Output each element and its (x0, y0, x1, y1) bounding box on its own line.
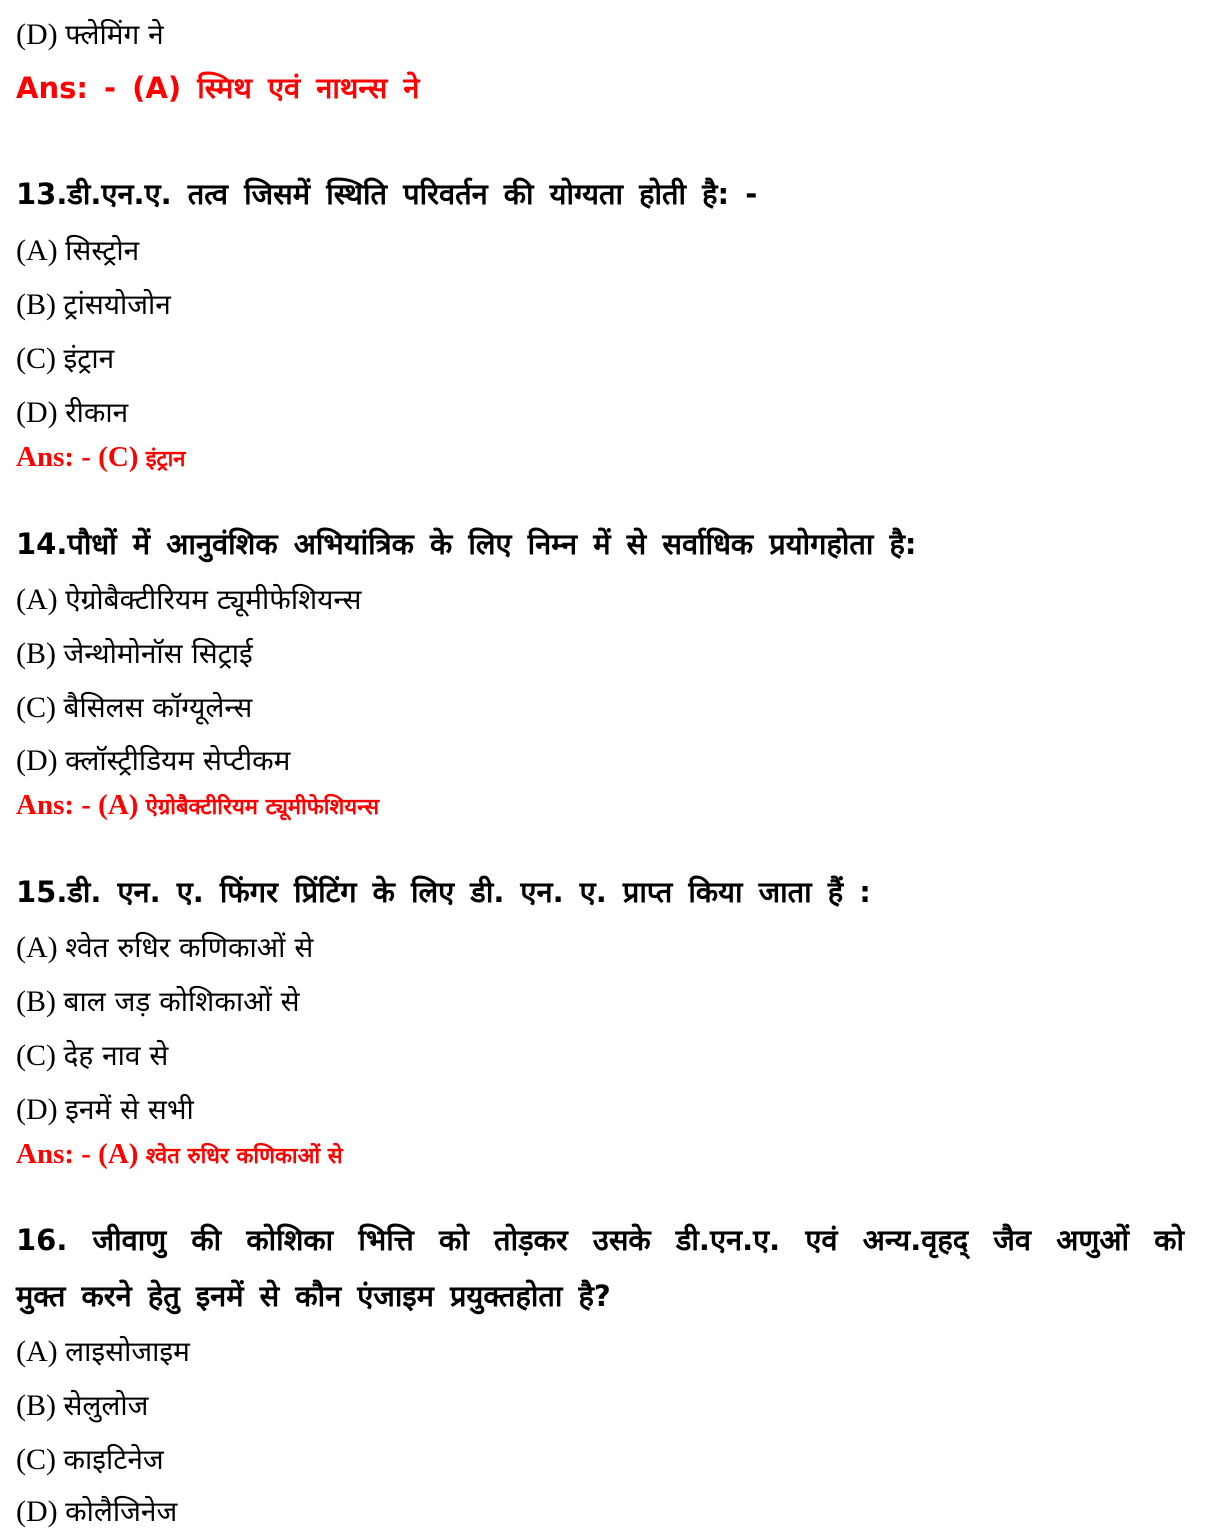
q13-option-d (16, 398, 128, 428)
q16-option-b (16, 1391, 148, 1421)
q16-option-d (16, 1497, 177, 1527)
q16-option-a (16, 1337, 190, 1367)
q13-answer (16, 443, 186, 472)
option-label: (D) (16, 396, 58, 429)
option-text: श्वेत रुधिर कणिकाओं से (65, 931, 314, 964)
q13-option-b (16, 290, 171, 320)
option-label: (D) (16, 744, 58, 777)
option-label: (A) (16, 1335, 58, 1368)
q14-option-c (16, 693, 252, 723)
answer-text: ऐग्रोबैक्टीरियम ट्यूमीफेशियन्स (145, 795, 380, 820)
option-label: (B) (16, 1389, 56, 1422)
q13-option-a (16, 236, 139, 266)
option-label: (B) (16, 288, 56, 321)
option-label: (D) (16, 18, 58, 51)
q15-option-a (16, 933, 313, 963)
answer-label: Ans: - (A) (16, 1138, 139, 1170)
option-text: फ्लेमिंग ने (65, 18, 164, 51)
q13-option-c (16, 344, 114, 374)
answer-label: Ans: - (C) (16, 441, 139, 473)
option-text: रीकान (65, 396, 129, 429)
option-text: ट्रांसयोजोन (63, 288, 171, 321)
option-text: बाल जड़ कोशिकाओं से (63, 985, 300, 1018)
option-label: (C) (16, 1039, 56, 1072)
option-text: काइटिनेज (63, 1443, 164, 1476)
option-label: (B) (16, 637, 56, 670)
option-text: इंट्रान (63, 342, 115, 375)
option-text: क्लॉस्ट्रीडियम सेप्टीकम (65, 744, 291, 777)
q12-answer: Ans: - (A) स्मिथ एवं नाथन्स ने (16, 71, 420, 105)
option-label: (D) (16, 1495, 58, 1528)
q13-question: 13.डी.एन.ए. तत्व जिसमें स्थिति परिवर्तन की योग्यता होती है: - (16, 177, 758, 211)
option-label: (A) (16, 583, 58, 616)
option-label: (C) (16, 1443, 56, 1476)
option-text: कोलैजिनेज (65, 1495, 178, 1528)
option-text: ऐग्रोबैक्टीरियम ट्यूमीफेशियन्स (65, 583, 362, 616)
option-text: सिस्ट्रोन (65, 234, 140, 267)
answer-text: श्वेत रुधिर कणिकाओं से (145, 1144, 343, 1169)
option-text: देह नाव से (63, 1039, 169, 1072)
q15-option-d (16, 1095, 194, 1125)
q14-answer (16, 791, 379, 820)
q14-option-d (16, 746, 290, 776)
q14-option-b (16, 639, 253, 669)
q15-question: 15.डी. एन. ए. फिंगर प्रिंटिंग के लिए डी. एन. ए. प्राप्त किया जाता हैं : (16, 875, 871, 909)
option-label: (B) (16, 985, 56, 1018)
option-label: (C) (16, 342, 56, 375)
q14-question: 14.पौधों में आनुवंशिक अभियांत्रिक के लिए निम्न में से सर्वाधिक प्रयोगहोता है: (16, 527, 917, 561)
q16-option-c (16, 1445, 164, 1475)
option-text: जेन्थोमोनॉस सिट्राई (63, 637, 253, 670)
q15-option-b (16, 987, 300, 1017)
option-label: (C) (16, 691, 56, 724)
answer-text: इंट्रान (145, 447, 186, 472)
q15-answer (16, 1140, 343, 1169)
q16-question-line1: 16. जीवाणु की कोशिका भित्ति को तोड़कर उसके डी.एन.ए. एवं अन्य.वृहद् जैव अणुओं को (16, 1223, 1184, 1257)
answer-label: Ans: - (A) (16, 789, 139, 821)
q14-option-a (16, 585, 361, 615)
option-text: लाइसोजाइम (65, 1335, 190, 1368)
option-label: (A) (16, 234, 58, 267)
option-text: इनमें से सभी (65, 1093, 194, 1126)
option-text: सेलुलोज (63, 1389, 149, 1422)
q12-option-d (16, 20, 164, 50)
q15-option-c (16, 1041, 168, 1071)
option-text: बैसिलस कॉग्यूलेन्स (63, 691, 253, 724)
option-label: (A) (16, 931, 58, 964)
q16-question-line2: मुक्त करने हेतु इनमें से कौन एंजाइम प्रयुक्तहोता है? (16, 1279, 611, 1313)
option-label: (D) (16, 1093, 58, 1126)
